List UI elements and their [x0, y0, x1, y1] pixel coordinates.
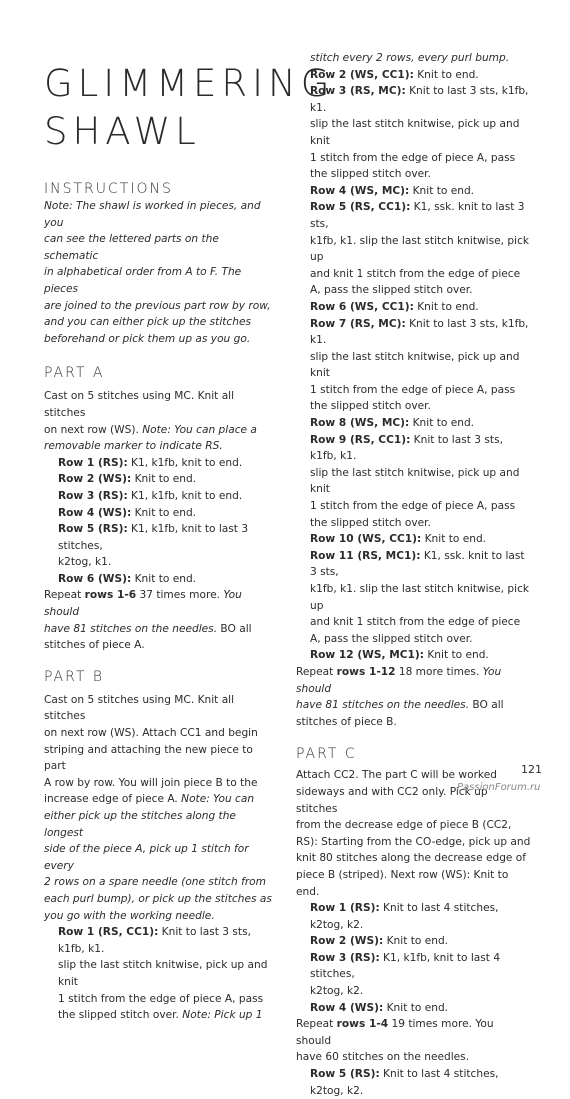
pattern-row [44, 471, 276, 488]
note-line: beforehand or pick them up as you go. [44, 332, 251, 345]
text-line: Cast on 5 stitches using MC. Knit all stitches [44, 390, 235, 419]
row-label: Row 10 (WS, CC1): [310, 533, 422, 546]
text-span: Repeat [296, 665, 337, 678]
note-line: side of the piece A, pick up 1 stitch for every [44, 843, 249, 872]
row-text: Knit to last 4 stitches, k2tog, k2. [310, 902, 499, 931]
title-line: SHAWL [44, 110, 201, 153]
text-line [44, 621, 276, 638]
row-continuation: the slipped stitch over. [310, 400, 431, 413]
text-line: RS): Starting from the CO-edge, pick up and [296, 835, 531, 848]
row-text: Knit to end. [409, 417, 475, 430]
row-label: Row 1 (RS): [58, 456, 128, 469]
row-label: Row 3 (RS): [310, 951, 380, 964]
row-label: Row 1 (RS): [310, 902, 380, 915]
part-b-row1 [44, 924, 276, 1024]
pattern-row [296, 316, 532, 349]
row-continuation: k1fb, k1. slip the last stitch knitwise, pick up [310, 583, 530, 612]
text-line: sideways and with CC2 only. Pick up stitches [296, 785, 488, 815]
text-span: 37 times more. [136, 589, 224, 602]
row-continuation: A, pass the slipped stitch over. [310, 284, 473, 297]
row-text: K1, k1fb, knit to end. [127, 489, 243, 502]
row-text: K1, k1fb, knit to last 4 stitches, [310, 951, 501, 981]
pattern-row [296, 67, 532, 84]
text-line: Cast on 5 stitches using MC. Knit all stitches [44, 693, 235, 723]
row-text: Knit to end. [383, 1001, 449, 1014]
right-column [296, 50, 532, 1099]
note-line: are joined to the previous part row by row, [44, 299, 271, 312]
row-continuation: slip the last stitch knitwise, pick up and knit [310, 118, 520, 147]
pattern-row [296, 83, 532, 116]
pattern-row [44, 455, 276, 472]
note-line: 2 rows on a spare needle (one stitch from [44, 876, 266, 889]
row-label: Row 4 (WS, MC): [310, 184, 410, 197]
text-line: knit 80 stitches along the decrease edge of [296, 852, 527, 865]
text-span: BO all [469, 699, 504, 712]
note-line: Note: The shawl is worked in pieces, and you [44, 200, 261, 229]
row-continuation: k1fb, k1. slip the last stitch knitwise, pick up [310, 234, 530, 264]
note-line: in alphabetical order from A to F. The pieces [44, 266, 242, 295]
part-a-intro [44, 388, 276, 454]
page-number: 121 [521, 763, 542, 776]
text-line: stitches of piece A. [44, 639, 145, 652]
pattern-row [296, 531, 532, 548]
section-heading-part-c: PART C [296, 746, 357, 763]
text-span: Repeat [44, 589, 85, 602]
text-span: BO all [217, 622, 252, 635]
pattern-row [44, 505, 276, 522]
pattern-row [296, 647, 532, 664]
row-label: Row 6 (WS): [58, 572, 132, 585]
row-continuation: slip the last stitch knitwise, pick up and knit [310, 350, 520, 380]
note-span: have 81 stitches on the needles. [296, 699, 470, 712]
row-continuation: the slipped stitch over. [310, 516, 431, 529]
row-continuation: k2tog, k2. [310, 985, 364, 998]
instructions-note [44, 198, 276, 347]
row-label: Row 2 (WS, CC1): [310, 68, 414, 81]
pattern-row [296, 933, 532, 950]
bold-span: rows 1-4 [336, 1018, 389, 1031]
text-span: increase edge of piece A. [44, 793, 182, 806]
text-line: A row by row. You will join piece B to the [44, 776, 258, 789]
row-label: Row 2 (WS): [58, 473, 132, 486]
row-text: Knit to last 3 sts, k1fb, k1. [310, 85, 529, 114]
text-line: striping and attaching the new piece to part [44, 743, 253, 773]
row-continuation: and knit 1 stitch from the edge of piece [310, 616, 521, 629]
pattern-row [296, 183, 532, 200]
row-label: Row 12 (WS, MC1): [310, 649, 424, 662]
note-span: Note: Pick up 1 [182, 1009, 263, 1022]
row-label: Row 5 (RS, CC1): [310, 201, 411, 214]
text-line: piece B (striped). Next row (WS): Knit to end. [296, 868, 509, 898]
part-b-repeat [296, 664, 532, 730]
pattern-row [44, 924, 276, 957]
row-text: Knit to end. [413, 300, 479, 313]
pattern-row [296, 548, 532, 581]
part-b-intro [44, 692, 276, 924]
pattern-row [296, 1000, 532, 1017]
pattern-row [296, 415, 532, 432]
row-text: Knit to end. [383, 935, 449, 948]
row-continuation: 1 stitch from the edge of piece A, pass [310, 383, 516, 396]
text-span: on next row (WS). [44, 423, 143, 436]
text-span: the slipped stitch over. [58, 1009, 183, 1022]
pattern-row [296, 1066, 532, 1099]
text-line [296, 697, 532, 714]
part-c-rows [296, 900, 532, 1016]
row-text: Knit to end. [131, 572, 197, 585]
pattern-row [296, 432, 532, 465]
text-line: have 60 stitches on the needles. [296, 1051, 470, 1064]
row-text: Knit to last 3 sts, k1fb, k1. [58, 926, 251, 955]
note-line: stitch every 2 rows, every purl bump. [310, 52, 510, 64]
row-label: Row 5 (RS): [58, 523, 128, 536]
pattern-row [44, 488, 276, 505]
note-span: You should [44, 589, 242, 619]
text-span: 19 times more. You should [296, 1018, 494, 1047]
pattern-row [296, 299, 532, 316]
note-line: and you can either pick up the stitches [44, 316, 251, 329]
row-continuation: 1 stitch from the edge of piece A, pass [310, 151, 516, 164]
part-a-repeat [44, 587, 276, 653]
note-line: can see the lettered parts on the schematic [44, 233, 219, 262]
row-label: Row 1 (RS, CC1): [58, 926, 159, 939]
row-text: K1, ssk. knit to last 3 sts, [310, 201, 525, 230]
row-continuation: A, pass the slipped stitch over. [310, 632, 473, 645]
text-line: on next row (WS). Attach CC1 and begin [44, 727, 258, 740]
note-span: Note: You can place a [142, 423, 257, 436]
row-label: Row 8 (WS, MC): [310, 417, 410, 430]
bold-span: rows 1-12 [336, 665, 396, 678]
row-label: Row 5 (RS): [310, 1068, 380, 1081]
pattern-row [296, 900, 532, 933]
row-continuation: slip the last stitch knitwise, pick up and knit [58, 959, 268, 988]
pattern-row [296, 199, 532, 232]
row-continuation: slip the last stitch knitwise, pick up and knit [310, 466, 520, 496]
text-line [44, 791, 276, 808]
note-span: Note: You can [181, 793, 255, 806]
row-text: Knit to end. [409, 184, 475, 197]
row-continuation: and knit 1 stitch from the edge of piece [310, 267, 521, 280]
row-label: Row 6 (WS, CC1): [310, 300, 414, 313]
pattern-row [44, 521, 276, 554]
row-text: Knit to end. [413, 68, 479, 81]
row-label: Row 7 (RS, MC): [310, 317, 406, 330]
section-heading-part-a: PART A [44, 365, 105, 382]
part-b-rows [296, 67, 532, 664]
text-line: Attach CC2. The part C will be worked [296, 769, 497, 782]
row-continuation: 1 stitch from the edge of piece A, pass [310, 500, 516, 513]
text-line: stitches of piece B. [296, 715, 397, 728]
title-line: GLIMMERING [44, 62, 335, 105]
row-text: K1, k1fb, knit to end. [127, 456, 243, 469]
pattern-row [296, 950, 532, 983]
row-text: K1, k1fb, knit to last 3 stitches, [58, 523, 249, 552]
row-label: Row 11 (RS, MC1): [310, 549, 421, 562]
row-label: Row 2 (WS): [310, 935, 384, 948]
row-continuation: k2tog, k1. [58, 556, 112, 569]
note-span: You should [296, 665, 502, 695]
row-text: Knit to last 3 sts, k1fb, k1. [310, 433, 503, 463]
row-text: Knit to last 4 stitches, k2tog, k2. [310, 1068, 499, 1097]
bold-span: rows 1-6 [84, 589, 137, 602]
part-a-rows [44, 455, 276, 588]
row-label: Row 3 (RS, MC): [310, 85, 406, 98]
text-line [44, 587, 276, 620]
note-line: you go with the working needle. [44, 909, 215, 922]
text-line [44, 422, 276, 439]
text-span: 18 more times. [395, 665, 483, 678]
row-continuation: 1 stitch from the edge of piece A, pass [58, 992, 264, 1005]
watermark: PassionForum.ru [457, 782, 541, 793]
text-line: removable marker to indicate RS. [44, 440, 223, 453]
text-line [296, 1016, 532, 1049]
row-continuation [44, 1007, 276, 1024]
pattern-row [44, 571, 276, 588]
section-heading-instructions: INSTRUCTIONS [44, 181, 173, 197]
note-line: each purl bump), or pick up the stitches as [44, 892, 272, 905]
row-text: Knit to end. [423, 649, 489, 662]
section-heading-part-b: PART B [44, 668, 105, 685]
row-label: Row 9 (RS, CC1): [310, 433, 411, 446]
row-text: Knit to last 3 sts, k1fb, k1. [310, 317, 529, 347]
row-text: Knit to end. [421, 533, 487, 546]
row-text: Knit to end. [131, 473, 197, 486]
text-line [296, 664, 532, 697]
text-line: from the decrease edge of piece B (CC2, [296, 819, 512, 832]
part-c-repeat [296, 1016, 532, 1099]
note-span: have 81 stitches on the needles. [44, 622, 218, 635]
row-label: Row 3 (RS): [58, 489, 128, 502]
note-line: either pick up the stitches along the longest [44, 810, 236, 839]
row-label: Row 4 (WS): [58, 506, 132, 519]
page-title [44, 60, 335, 156]
row-text: Knit to end. [131, 506, 197, 519]
row-continuation: the slipped stitch over. [310, 168, 431, 181]
row-label: Row 4 (WS): [310, 1001, 384, 1014]
text-span: Repeat [296, 1018, 337, 1031]
row-text: K1, ssk. knit to last 3 sts, [310, 549, 525, 579]
